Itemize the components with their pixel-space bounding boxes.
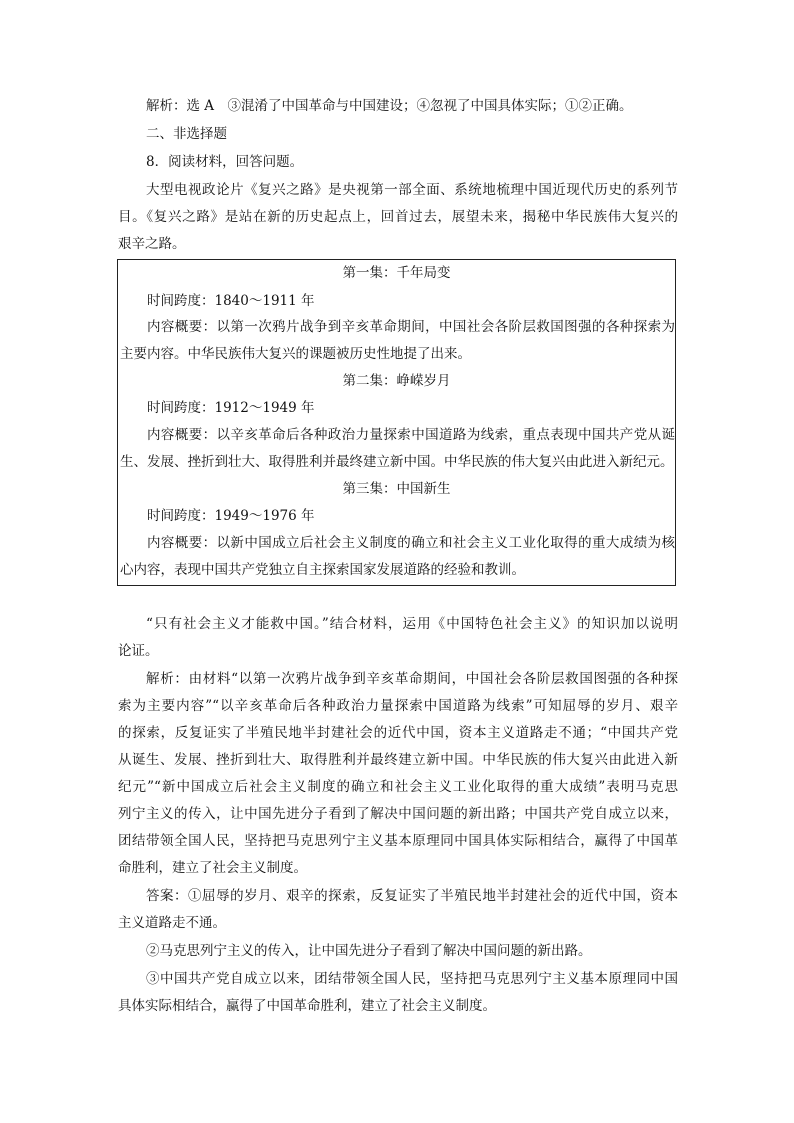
episode-time-span: 时间跨度：1949～1976 年 [147, 508, 315, 524]
analysis-line: 团结带领全国人民，坚持把马克思列宁主义基本原理同中国具体实际相结合，赢得了中国革 [118, 833, 678, 849]
section-heading: 二、非选择题 [146, 126, 227, 142]
analysis-line: 从诞生、发展、挫折到壮大、取得胜利并最终建立新中国。中华民族的伟大复兴由此进入新 [118, 752, 678, 768]
analysis-line: 列宁主义的传入，让中国先进分子看到了解决中国问题的新出路；中国共产党自成立以来， [118, 806, 678, 822]
question-8-prompt: 8．阅读材料，回答问题。 [146, 154, 304, 170]
intro-line: 大型电视政论片《复兴之路》是央视第一部全面、系统地梳理中国近现代历史的系列节 [146, 182, 678, 198]
episode-title: 第三集：中国新生 [342, 481, 451, 497]
episode-summary-line: 内容概要：以新中国成立后社会主义制度的确立和社会主义工业化取得的重大成绩为核 [147, 535, 675, 551]
question-line: “只有社会主义才能救中国。”结合材料，运用《中国特色社会主义》的知识加以说明 [146, 616, 678, 632]
analysis-line: 命胜利，建立了社会主义制度。 [118, 860, 307, 876]
episode-time-span: 时间跨度：1912～1949 年 [147, 400, 315, 416]
episode-summary-line: 内容概要：以第一次鸦片战争到辛亥革命期间，中国社会各阶层救国图强的各种探索为 [147, 319, 675, 335]
answer-line: 主义道路走不通。 [118, 915, 226, 931]
answer-line: ②马克思列宁主义的传入，让中国先进分子看到了解决中国问题的新出路。 [146, 943, 592, 959]
intro-line: 艰辛之路。 [118, 236, 186, 252]
episode-summary-line: 内容概要：以辛亥革命后各种政治力量探索中国道路为线索，重点表现中国共产党从诞 [147, 427, 675, 443]
question-line: 论证。 [118, 643, 159, 659]
answer-line: 答案：①屈辱的岁月、艰辛的探索，反复证实了半殖民地半封建社会的近代中国，资本 [146, 888, 678, 904]
analysis-line-previous: 解析：选 A ③混淆了中国革命与中国建设；④忽视了中国具体实际；①②正确。 [146, 98, 633, 114]
analysis-line: 纪元”“新中国成立后社会主义制度的确立和社会主义工业化取得的重大成绩”表明马克思 [118, 779, 678, 795]
analysis-line: 索为主要内容”“以辛亥革命后各种政治力量探索中国道路为线索”可知屈辱的岁月、艰辛 [118, 698, 678, 714]
episode-title: 第二集：峥嵘岁月 [342, 373, 451, 389]
analysis-line: 的探索，反复证实了半殖民地半封建社会的近代中国，资本主义道路走不通；“中国共产党 [118, 725, 678, 741]
answer-line: 具体实际相结合，赢得了中国革命胜利，建立了社会主义制度。 [118, 998, 496, 1014]
episode-summary-line: 心内容，表现中国共产党独立自主探索国家发展道路的经验和教训。 [120, 562, 525, 578]
answer-line: ③中国共产党自成立以来，团结带领全国人民，坚持把马克思列宁主义基本原理同中国 [146, 971, 678, 987]
analysis-line: 解析：由材料“以第一次鸦片战争到辛亥革命期间，中国社会各阶层救国图强的各种探 [146, 671, 678, 687]
intro-line: 目。《复兴之路》是站在新的历史起点上，回首过去，展望未来，揭秘中华民族伟大复兴的 [118, 209, 678, 225]
episode-time-span: 时间跨度：1840～1911 年 [147, 293, 315, 309]
episode-title: 第一集：千年局变 [342, 265, 451, 281]
material-box [117, 259, 676, 586]
episode-summary-line: 生、发展、挫折到壮大、取得胜利并最终建立新中国。中华民族的伟大复兴由此进入新纪元。 [120, 454, 674, 470]
episode-summary-line: 主要内容。中华民族伟大复兴的课题被历史性地提了出来。 [120, 346, 471, 362]
